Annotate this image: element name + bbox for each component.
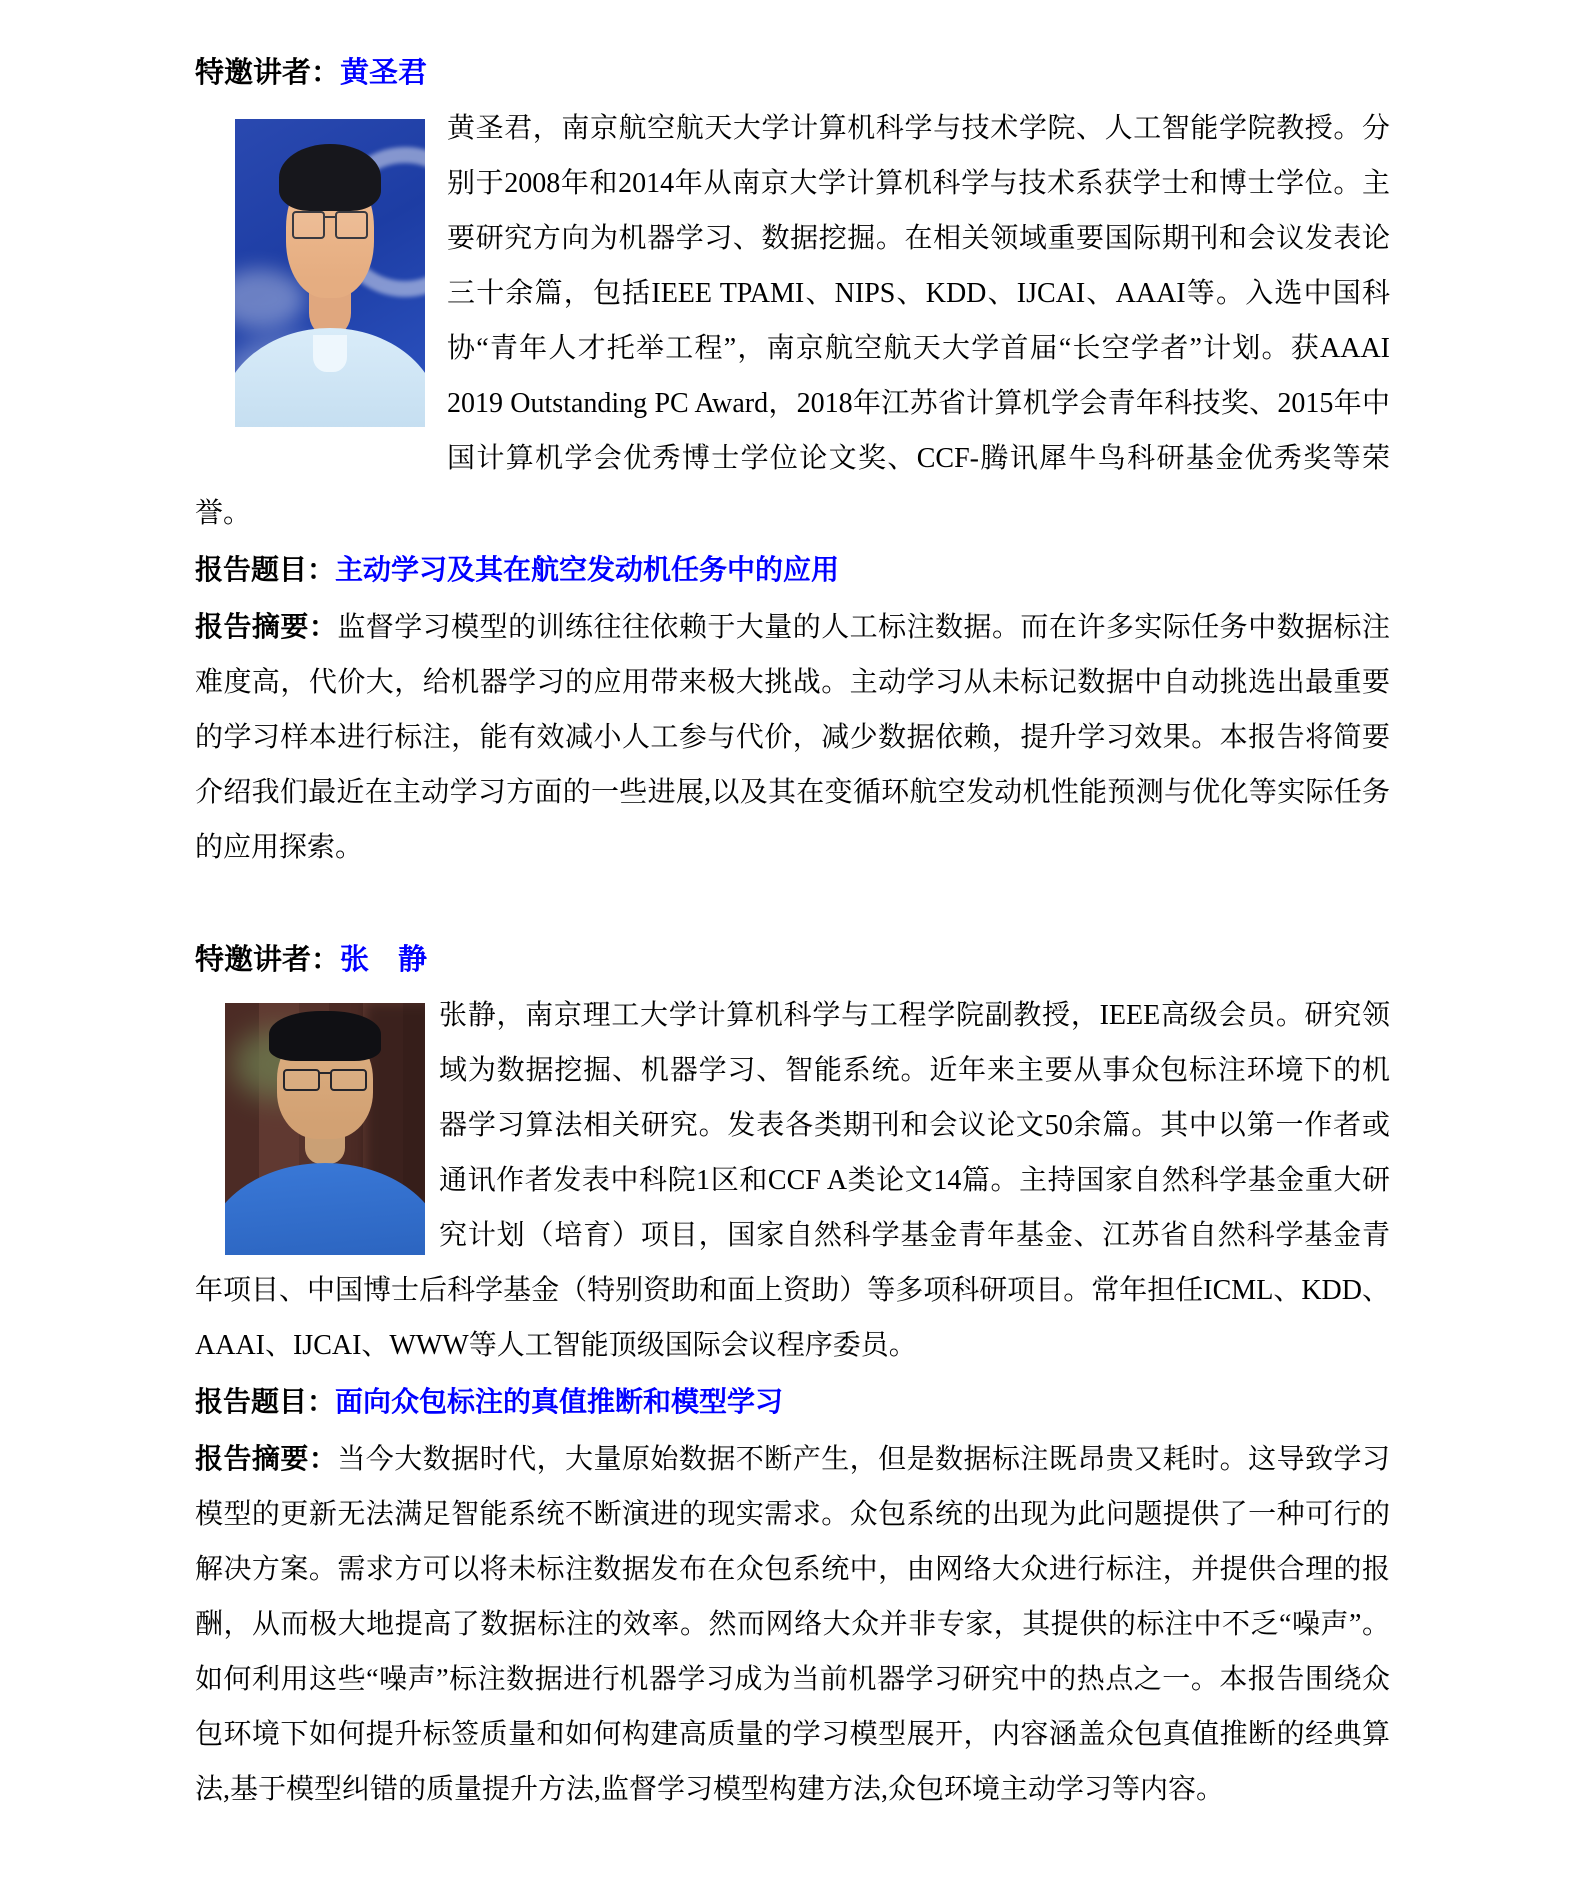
- report-title-2: 面向众包标注的真值推断和模型学习: [335, 1387, 784, 1418]
- report-abstract-2: 当今大数据时代，大量原始数据不断产生，但是数据标注既昂贵又耗时。这导致学习模型的更新无法满足智能系统不断演进的现实需求。众包系统的出现为此问题提供了一种可行的解决方案。需求方可以将未标注数据发布在众包系统中，由网络大众进行标注，并提供合理的报酬，从而极大地提高了数据标注的效率。然而网络大众并非专家，其提供的标注中不乏“噪声”。如何利用这些“噪声”标注数据进行机器学习成为当前机器学习研究中的热点之一。本报告围绕众包环境下如何提升标签质量和如何构建高质量的学习模型展开，内容涵盖众包真值推断的经典算法,基于模型纠错的质量提升方法,监督学习模型构建方法,众包环境主动学习等内容。: [195, 1444, 1390, 1805]
- speaker-bio-block-2: [195, 988, 1390, 1373]
- report-abstract-line-2: [195, 1432, 1390, 1817]
- speaker-bio-2: 张静，南京理工大学计算机科学与工程学院副教授，IEEE高级会员。研究领域为数据挖掘、机器学习、智能系统。近年来主要从事众包标注环境下的机器学习算法相关研究。发表各类期刊和会议论文50余篇。其中以第一作者或通讯作者发表中科院1区和CCF A类论文14篇。主持国家自然科学基金重大研究计划（培育）项目，国家自然科学基金青年基金、江苏省自然科学基金青年项目、中国博士后科学基金（特别资助和面上资助）等多项科研项目。常年担任ICML、KDD、AAAI、IJCAI、WWW等人工智能顶级国际会议程序委员。: [195, 1000, 1390, 1361]
- person-hair: [279, 144, 382, 212]
- speaker-bio-block-1: [195, 101, 1390, 541]
- report-title-label-2: 报告题目：: [195, 1387, 336, 1418]
- speaker-section-1: [195, 46, 1390, 875]
- report-title-label-1: 报告题目：: [195, 555, 336, 586]
- report-abstract-label-1: 报告摘要：: [195, 612, 338, 643]
- speaker-bio-1: 黄圣君，南京航空航天大学计算机科学与技术学院、人工智能学院教授。分别于2008年和2014年从南京大学计算机科学与技术系获学士和博士学位。主要研究方向为机器学习、数据挖掘。在相关领域重要国际期刊和会议发表论三十余篇，包括IEEE TPAMI、NIPS、KDD、IJCAI、AAAI等。入选中国科协“青年人才托举工程”，南京航空航天大学首届“长空学者”计划。获AAAI 2019 Outstanding PC Award，2018年江苏省计算机学会青年科技奖、2015年中国计算机学会优秀博士学位论文奖、CCF-腾讯犀牛鸟科研基金优秀奖等荣誉。: [195, 113, 1390, 529]
- speaker-photo-1: [235, 119, 425, 427]
- speaker-label-1: 特邀讲者：: [195, 57, 341, 89]
- report-title-line-2: [195, 1375, 1390, 1430]
- speaker-heading-1: [195, 46, 1390, 101]
- glasses-bridge: [319, 1072, 331, 1074]
- report-title-line-1: [195, 543, 1390, 598]
- report-abstract-1: 监督学习模型的训练往往依赖于大量的人工标注数据。而在许多实际任务中数据标注难度高，代价大，给机器学习的应用带来极大挑战。主动学习从未标记数据中自动挑选出最重要的学习样本进行标注，能有效减小人工参与代价，减少数据依赖，提升学习效果。本报告将简要介绍我们最近在主动学习方面的一些进展,以及其在变循环航空发动机性能预测与优化等实际任务的应用探索。: [195, 612, 1390, 863]
- speaker-section-2: [195, 933, 1390, 1817]
- speaker-name-1: 黄圣君: [340, 57, 428, 89]
- speaker-name-2: 张 静: [340, 944, 428, 976]
- glasses-bridge: [324, 216, 335, 218]
- person-collar: [313, 335, 347, 372]
- person-hair: [269, 1011, 381, 1061]
- report-abstract-label-2: 报告摘要：: [195, 1444, 338, 1475]
- report-title-1: 主动学习及其在航空发动机任务中的应用: [335, 555, 840, 586]
- speaker-label-2: 特邀讲者：: [195, 944, 341, 976]
- report-abstract-line-1: [195, 600, 1390, 875]
- speaker-heading-2: [195, 933, 1390, 988]
- speaker-photo-2: [225, 1003, 425, 1255]
